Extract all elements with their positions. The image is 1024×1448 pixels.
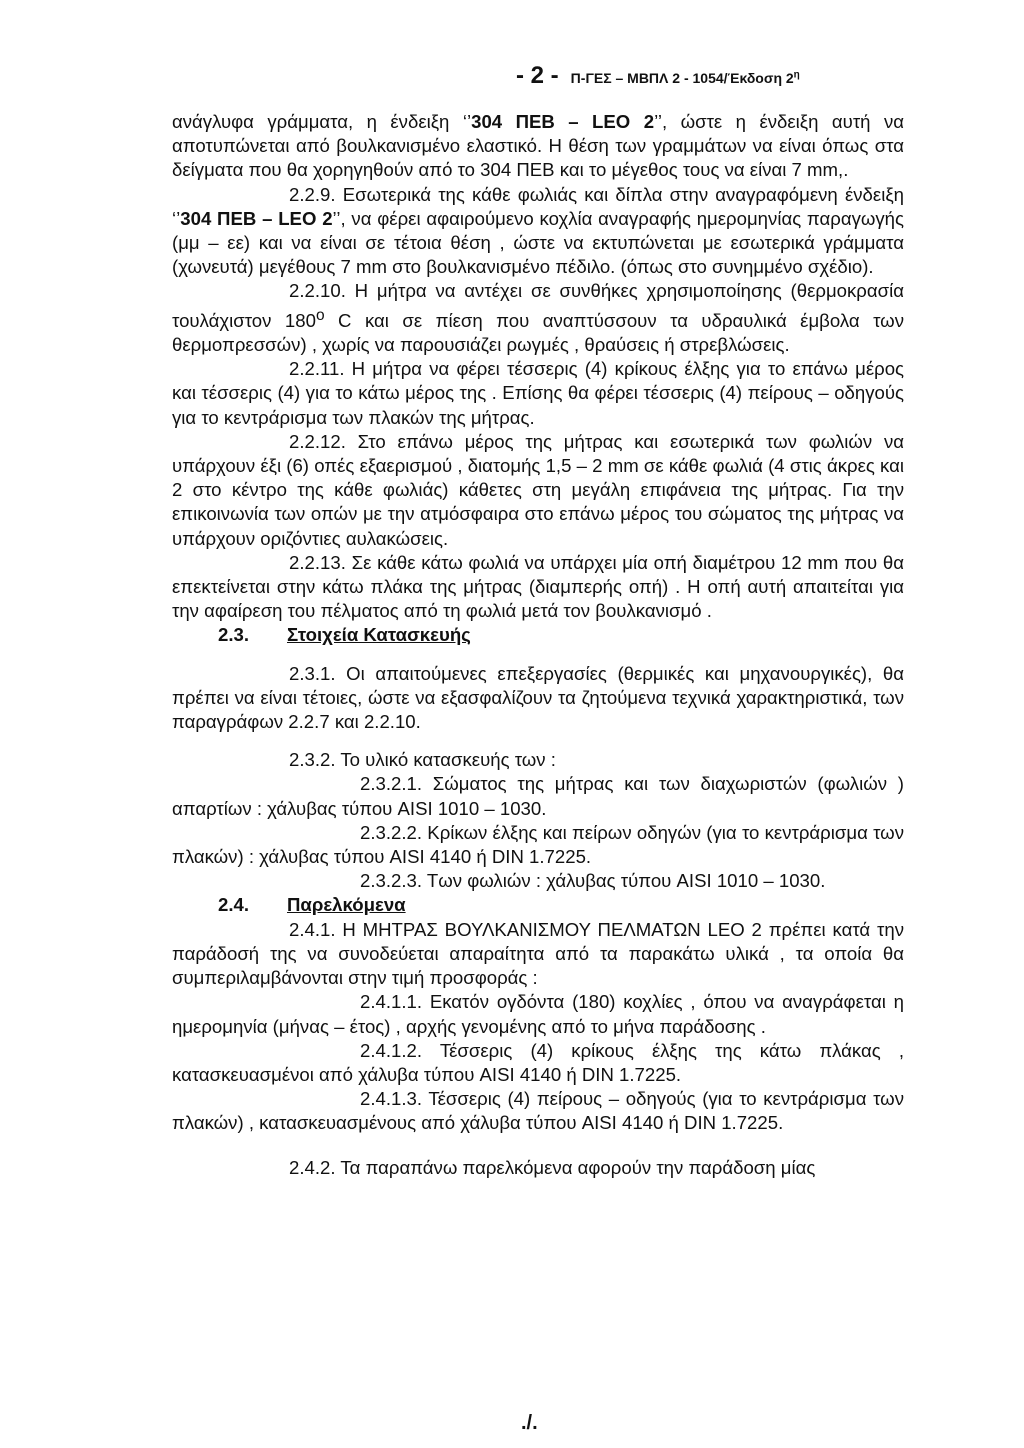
paragraph-number: 2.4.1.3. bbox=[360, 1088, 423, 1110]
paragraph-2-2-10 bbox=[172, 279, 904, 357]
paragraph-2-2-12 bbox=[172, 430, 904, 551]
paragraph-text: Το υλικό κατασκευής των : bbox=[335, 749, 556, 771]
section-title: Παρελκόμενα bbox=[287, 894, 406, 916]
paragraph-text: Των φωλιών : χάλυβας τύπου AISI 1010 – 1030. bbox=[422, 870, 826, 892]
section-title: Στοιχεία Κατασκευής bbox=[287, 624, 471, 646]
paragraph-text: Σε κάθε κάτω φωλιά να υπάρχει μία οπή διαμέτρου 12 mm που θα επεκτείνεται στην κάτω πλάκα της μήτρας (διαμπερής οπή) . Η οπή αυτή απαιτείται για την αφαίρεση του πέλματος από τη φωλιά μετά τον βουλκανισμό . bbox=[172, 551, 904, 622]
paragraph-number: 2.2.9. bbox=[289, 183, 336, 205]
paragraph-2-4-1-3 bbox=[172, 1087, 904, 1135]
paragraph-number: 2.2.11. bbox=[289, 358, 345, 380]
paragraph-number: 2.2.10. bbox=[289, 280, 346, 302]
paragraph-number: 2.2.12. bbox=[289, 430, 346, 452]
paragraph-2-4-2 bbox=[172, 1156, 904, 1180]
paragraph-number: 2.2.13. bbox=[289, 551, 346, 573]
section-heading-2-4 bbox=[172, 893, 904, 917]
document-reference bbox=[571, 70, 800, 86]
paragraph-text: Εκατόν ογδόντα (180) κοχλίες , όπου να αναγράφεται η ημερομηνία (μήνας – έτος) , αρχής γενομένης από το μήνα παράδοσης . bbox=[172, 991, 904, 1037]
p2210-text-c: C και σε πίεση που αναπτύσσουν τα υδραυλικά έμβολα των θερμοπρεσσών) , χωρίς να παρουσιάζει ρωγμές , θραύσεις ή στρεβλώσεις. bbox=[172, 309, 904, 356]
p229-text-a: Εσωτερικά της κάθε φωλιάς και δίπλα στην αναγραφόμενη ένδειξη ‘’ bbox=[172, 183, 904, 229]
document-reference-sup: η bbox=[793, 69, 800, 81]
paragraph-text: Σώματος της μήτρας και των διαχωριστών (φωλιών ) απαρτίων : χάλυβας τύπου AISI 1010 – 1030. bbox=[172, 773, 904, 819]
intro-marking: 304 ΠΕΒ – LEO 2 bbox=[471, 111, 655, 132]
paragraph-number: 2.4.2. bbox=[289, 1156, 336, 1178]
paragraph-number: 2.4.1.2. bbox=[360, 1039, 423, 1061]
paragraph-number: 2.3.2.2. bbox=[360, 821, 423, 843]
paragraph-text: Η ΜΗΤΡΑΣ ΒΟΥΛΚΑΝΙΣΜΟΥ ΠΕΛΜΑΤΩΝ LEO 2 πρέπει κατά την παράδοσή της να συνοδεύεται απαραίτητα από τα παρακάτω υλικά , τα οποία θα συμπεριλαμβάνονται στην τιμή προσφοράς : bbox=[172, 918, 904, 989]
paragraph-text: Κρίκων έλξης και πείρων οδηγών (για το κεντράρισμα των πλακών) : χάλυβας τύπου AISI 4140 ή DIN 1.7225. bbox=[172, 821, 904, 868]
paragraph-intro bbox=[172, 110, 904, 183]
continuation-mark: ./. bbox=[521, 1412, 538, 1434]
paragraph-number: 2.4.1.1. bbox=[360, 991, 423, 1013]
section-heading-2-3 bbox=[172, 623, 904, 647]
paragraph-2-3-2-1 bbox=[172, 772, 904, 820]
p229-marking: 304 ΠΕΒ – LEO 2 bbox=[180, 207, 333, 229]
paragraph-2-3-2-2 bbox=[172, 821, 904, 869]
paragraph-text: Τα παραπάνω παρελκόμενα αφορούν την παράδοση μίας bbox=[335, 1156, 816, 1178]
p229-text-c: ’’, να φέρει αφαιρούμενο κοχλία αναγραφής ημερομηνίας παραγωγής (μμ – εε) και να είναι σε τέτοια θέση , ώστε να εκτυπώνεται με εσωτερικά γράμματα (χωνευτά) μεγέθους 7 mm στο βουλκανισμένο πέδιλο. (όπως στο συνημμένο σχέδιο). bbox=[172, 207, 904, 278]
paragraph-text: Στο επάνω μέρος της μήτρας και εσωτερικά των φωλιών να υπάρχουν έξι (6) οπές εξαερισμού , διατομής 1,5 – 2 mm σε κάθε φωλιά (4 στις άκρες και 2 στο κέντρο της κάθε φωλιάς) κάθετες στη μεγάλη επιφάνεια της μήτρας. Για την επικοινωνία των οπών με την ατμόσφαιρα στο επάνω μέρος του σώματος της μήτρας να υπάρχουν οριζόντιες αυλακώσεις. bbox=[172, 430, 904, 549]
paragraph-number: 2.3.2.3. bbox=[360, 870, 423, 892]
p2210-text-a: Η μήτρα να αντέχει σε συνθήκες χρησιμοποίησης (θερμοκρασία τουλάχιστον 180 bbox=[172, 280, 904, 331]
paragraph-2-4-1-1 bbox=[172, 990, 904, 1038]
paragraph-2-2-11 bbox=[172, 357, 904, 430]
paragraph-2-4-1 bbox=[172, 918, 904, 991]
paragraph-2-2-13 bbox=[172, 551, 904, 624]
degree-sup: ο bbox=[315, 306, 325, 324]
document-body bbox=[172, 110, 904, 1180]
paragraph-text: Τέσσερις (4) πείρους – οδηγούς (για το κεντράρισμα των πλακών) , κατασκευασμένους από χάλυβα τύπου AISI 4140 ή DIN 1.7225. bbox=[172, 1088, 904, 1134]
paragraph-2-3-2 bbox=[172, 748, 904, 772]
page-number: - 2 - bbox=[516, 62, 559, 89]
paragraph-number: 2.3.1. bbox=[289, 662, 336, 684]
paragraph-number: 2.3.2. bbox=[289, 749, 336, 771]
paragraph-2-4-1-2 bbox=[172, 1039, 904, 1087]
intro-text-a: ανάγλυφα γράμματα, η ένδειξη ‘’ bbox=[172, 111, 472, 132]
section-number: 2.4. bbox=[218, 894, 250, 916]
paragraph-2-2-9 bbox=[172, 183, 904, 280]
intro-text-c: ’’, ώστε η ένδειξη αυτή να αποτυπώνεται από βουλκανισμένο ελαστικό. Η θέση των γραμμάτων να είναι όπως στα δείγματα που θα χορηγηθούν από το 304 ΠΕΒ και το μέγεθος τους να είναι 7 mm,. bbox=[172, 111, 904, 181]
paragraph-number: 2.4.1. bbox=[289, 918, 336, 940]
page-header bbox=[516, 62, 800, 90]
section-number: 2.3. bbox=[218, 624, 250, 646]
paragraph-2-3-1 bbox=[172, 662, 904, 735]
paragraph-text: Η μήτρα να φέρει τέσσερις (4) κρίκους έλξης για το επάνω μέρος και τέσσερις (4) για το κάτω μέρος της . Επίσης θα φέρει τέσσερις (4) πείρους – οδηγούς για το κεντράρισμα των πλακών της μήτρας. bbox=[172, 358, 904, 428]
document-reference-text: Π-ΓΕΣ – ΜΒΠΛ 2 - 1054/Έκδοση 2 bbox=[570, 70, 794, 86]
paragraph-2-3-2-3 bbox=[172, 869, 904, 893]
paragraph-number: 2.3.2.1. bbox=[360, 773, 423, 795]
paragraph-text: Οι απαιτούμενες επεξεργασίες (θερμικές και μηχανουργικές), θα πρέπει να είναι τέτοιες, ώστε να εξασφαλίζουν τα ζητούμενα τεχνικά χαρακτηριστικά, των παραγράφων 2.2.7 και 2.2.10. bbox=[172, 662, 904, 733]
paragraph-text: Τέσσερις (4) κρίκους έλξης της κάτω πλάκας , κατασκευασμένοι από χάλυβα τύπου AISI 4140 ή DIN 1.7225. bbox=[172, 1039, 904, 1085]
